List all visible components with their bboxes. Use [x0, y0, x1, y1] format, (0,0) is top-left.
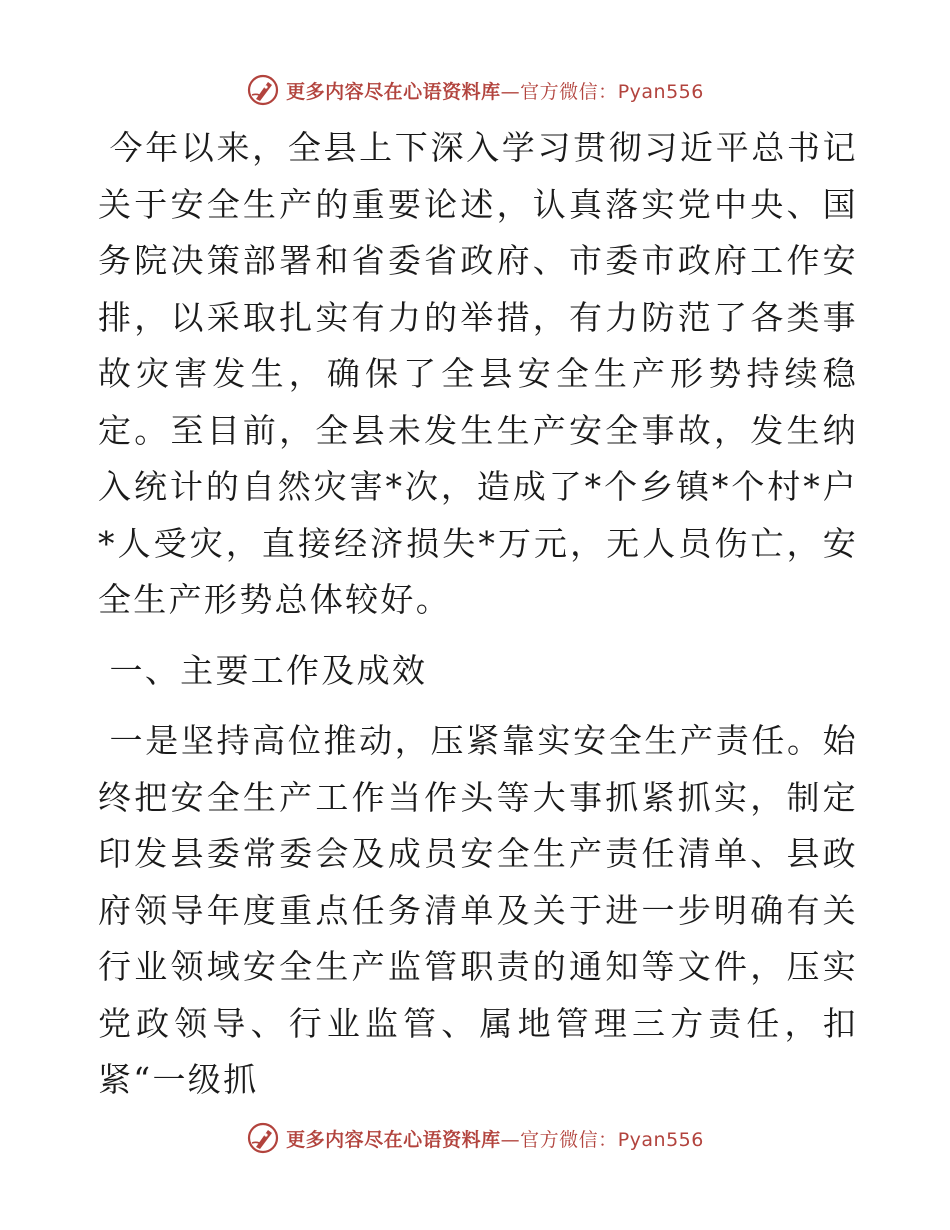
watermark-footer	[0, 1118, 950, 1158]
section-paragraph: 一是坚持高位推动，压紧靠实安全生产责任。始终把安全生产工作当作头等大事抓紧抓实，制定印发县委常委会及成员安全生产责任清单、县政府领导年度重点任务清单及关于进一步明确有关行业领域安全生产监管职责的通知等文件，压实党政领导、行业监管、属地管理三方责任，扣紧“一级抓	[98, 721, 858, 1099]
pen-nib-logo-icon	[246, 73, 280, 107]
pen-nib-logo-icon	[246, 1121, 280, 1155]
watermark-wechat-id: Pyan556	[617, 80, 704, 103]
section-heading: 一、主要工作及成效	[109, 650, 428, 690]
watermark-text	[286, 1125, 704, 1152]
document-body	[98, 120, 858, 1109]
watermark-site: 更多内容尽在心语资料库	[286, 1128, 501, 1151]
watermark-dash: —	[500, 1128, 521, 1151]
watermark-header	[0, 70, 950, 110]
intro-paragraph: 今年以来，全县上下深入学习贯彻习近平总书记关于安全生产的重要论述，认真落实党中央、国务院决策部署和省委省政府、市委市政府工作安排，以采取扎实有力的举措，有力防范了各类事故灾害发生，确保了全县安全生产形势持续稳定。至目前，全县未发生生产安全事故，发生纳入统计的自然灾害*次，造成了*个乡镇*个村*户*人受灾，直接经济损失*万元，无人员伤亡，安全生产形势总体较好。	[98, 128, 858, 619]
watermark-wechat-id: Pyan556	[617, 1128, 704, 1151]
watermark-text	[286, 77, 704, 104]
watermark-wechat-label: 官方微信：	[520, 80, 618, 103]
watermark-site: 更多内容尽在心语资料库	[286, 80, 501, 103]
watermark-dash: —	[500, 80, 521, 103]
watermark-wechat-label: 官方微信：	[520, 1128, 618, 1151]
